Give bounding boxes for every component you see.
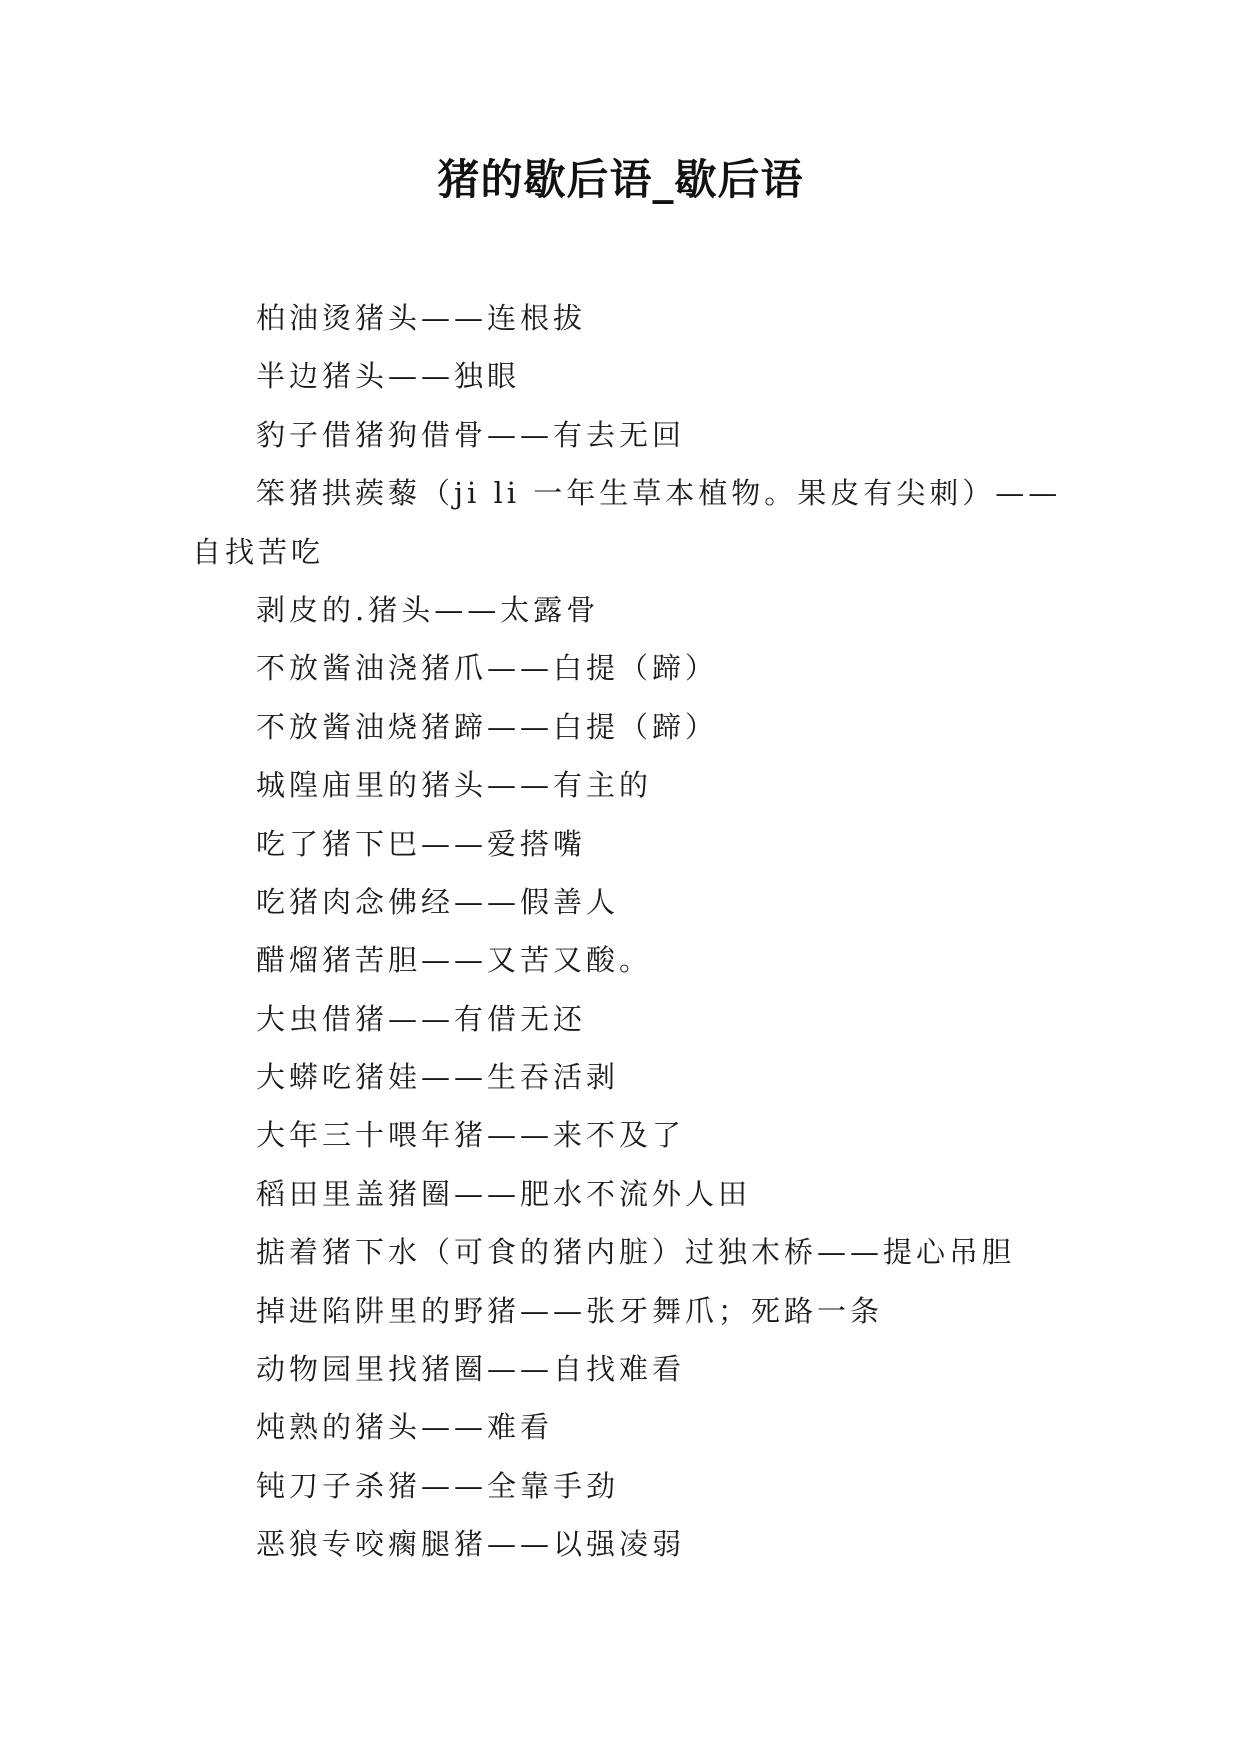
text-line: 动物园里找猪圈——自找难看 — [256, 1352, 686, 1387]
text-line: 笨猪拱蒺藜（ji li 一年生草本植物。果皮有尖刺）—— — [256, 476, 1062, 511]
text-line: 大年三十喂年猪——来不及了 — [256, 1118, 686, 1153]
text-line: 柏油烫猪头——连根拔 — [256, 301, 587, 335]
text-line: 吃猪肉念佛经——假善人 — [256, 884, 620, 919]
text-line: 剥皮的.猪头——太露骨 — [256, 592, 600, 627]
text-line: 大虫借猪——有借无还 — [256, 1001, 587, 1036]
text-line: 大蟒吃猪娃——生吞活剥 — [256, 1060, 620, 1095]
text-line: 吃了猪下巴——爱搭嘴 — [256, 826, 587, 861]
text-line: 掂着猪下水（可食的猪内脏）过独木桥——提心吊胆 — [256, 1235, 1016, 1270]
text-line: 醋熘猪苦胆——又苦又酸。 — [256, 943, 653, 978]
text-line: 钝刀子杀猪——全靠手劲 — [256, 1468, 620, 1503]
text-line: 掉进陷阱里的野猪——张牙舞爪；死路一条 — [256, 1293, 884, 1328]
text-line: 不放酱油浇猪爪——白提（蹄） — [256, 651, 719, 686]
text-line: 不放酱油烧猪蹄——白提（蹄） — [256, 709, 719, 744]
text-line: 城隍庙里的猪头——有主的 — [256, 768, 653, 803]
page-title: 猪的歇后语_歇后语 — [437, 155, 804, 204]
text-line: 豹子借猪狗借骨——有去无回 — [256, 417, 686, 452]
text-line: 稻田里盖猪圈——肥水不流外人田 — [256, 1176, 752, 1211]
text-line: 半边猪头——独眼 — [256, 359, 521, 394]
document-body — [192, 289, 1062, 1574]
text-line: 炖熟的猪头——难看 — [256, 1410, 554, 1445]
text-line-continuation: 自找苦吃 — [192, 534, 325, 569]
text-line: 恶狼专咬瘸腿猪——以强凌弱 — [256, 1527, 686, 1562]
